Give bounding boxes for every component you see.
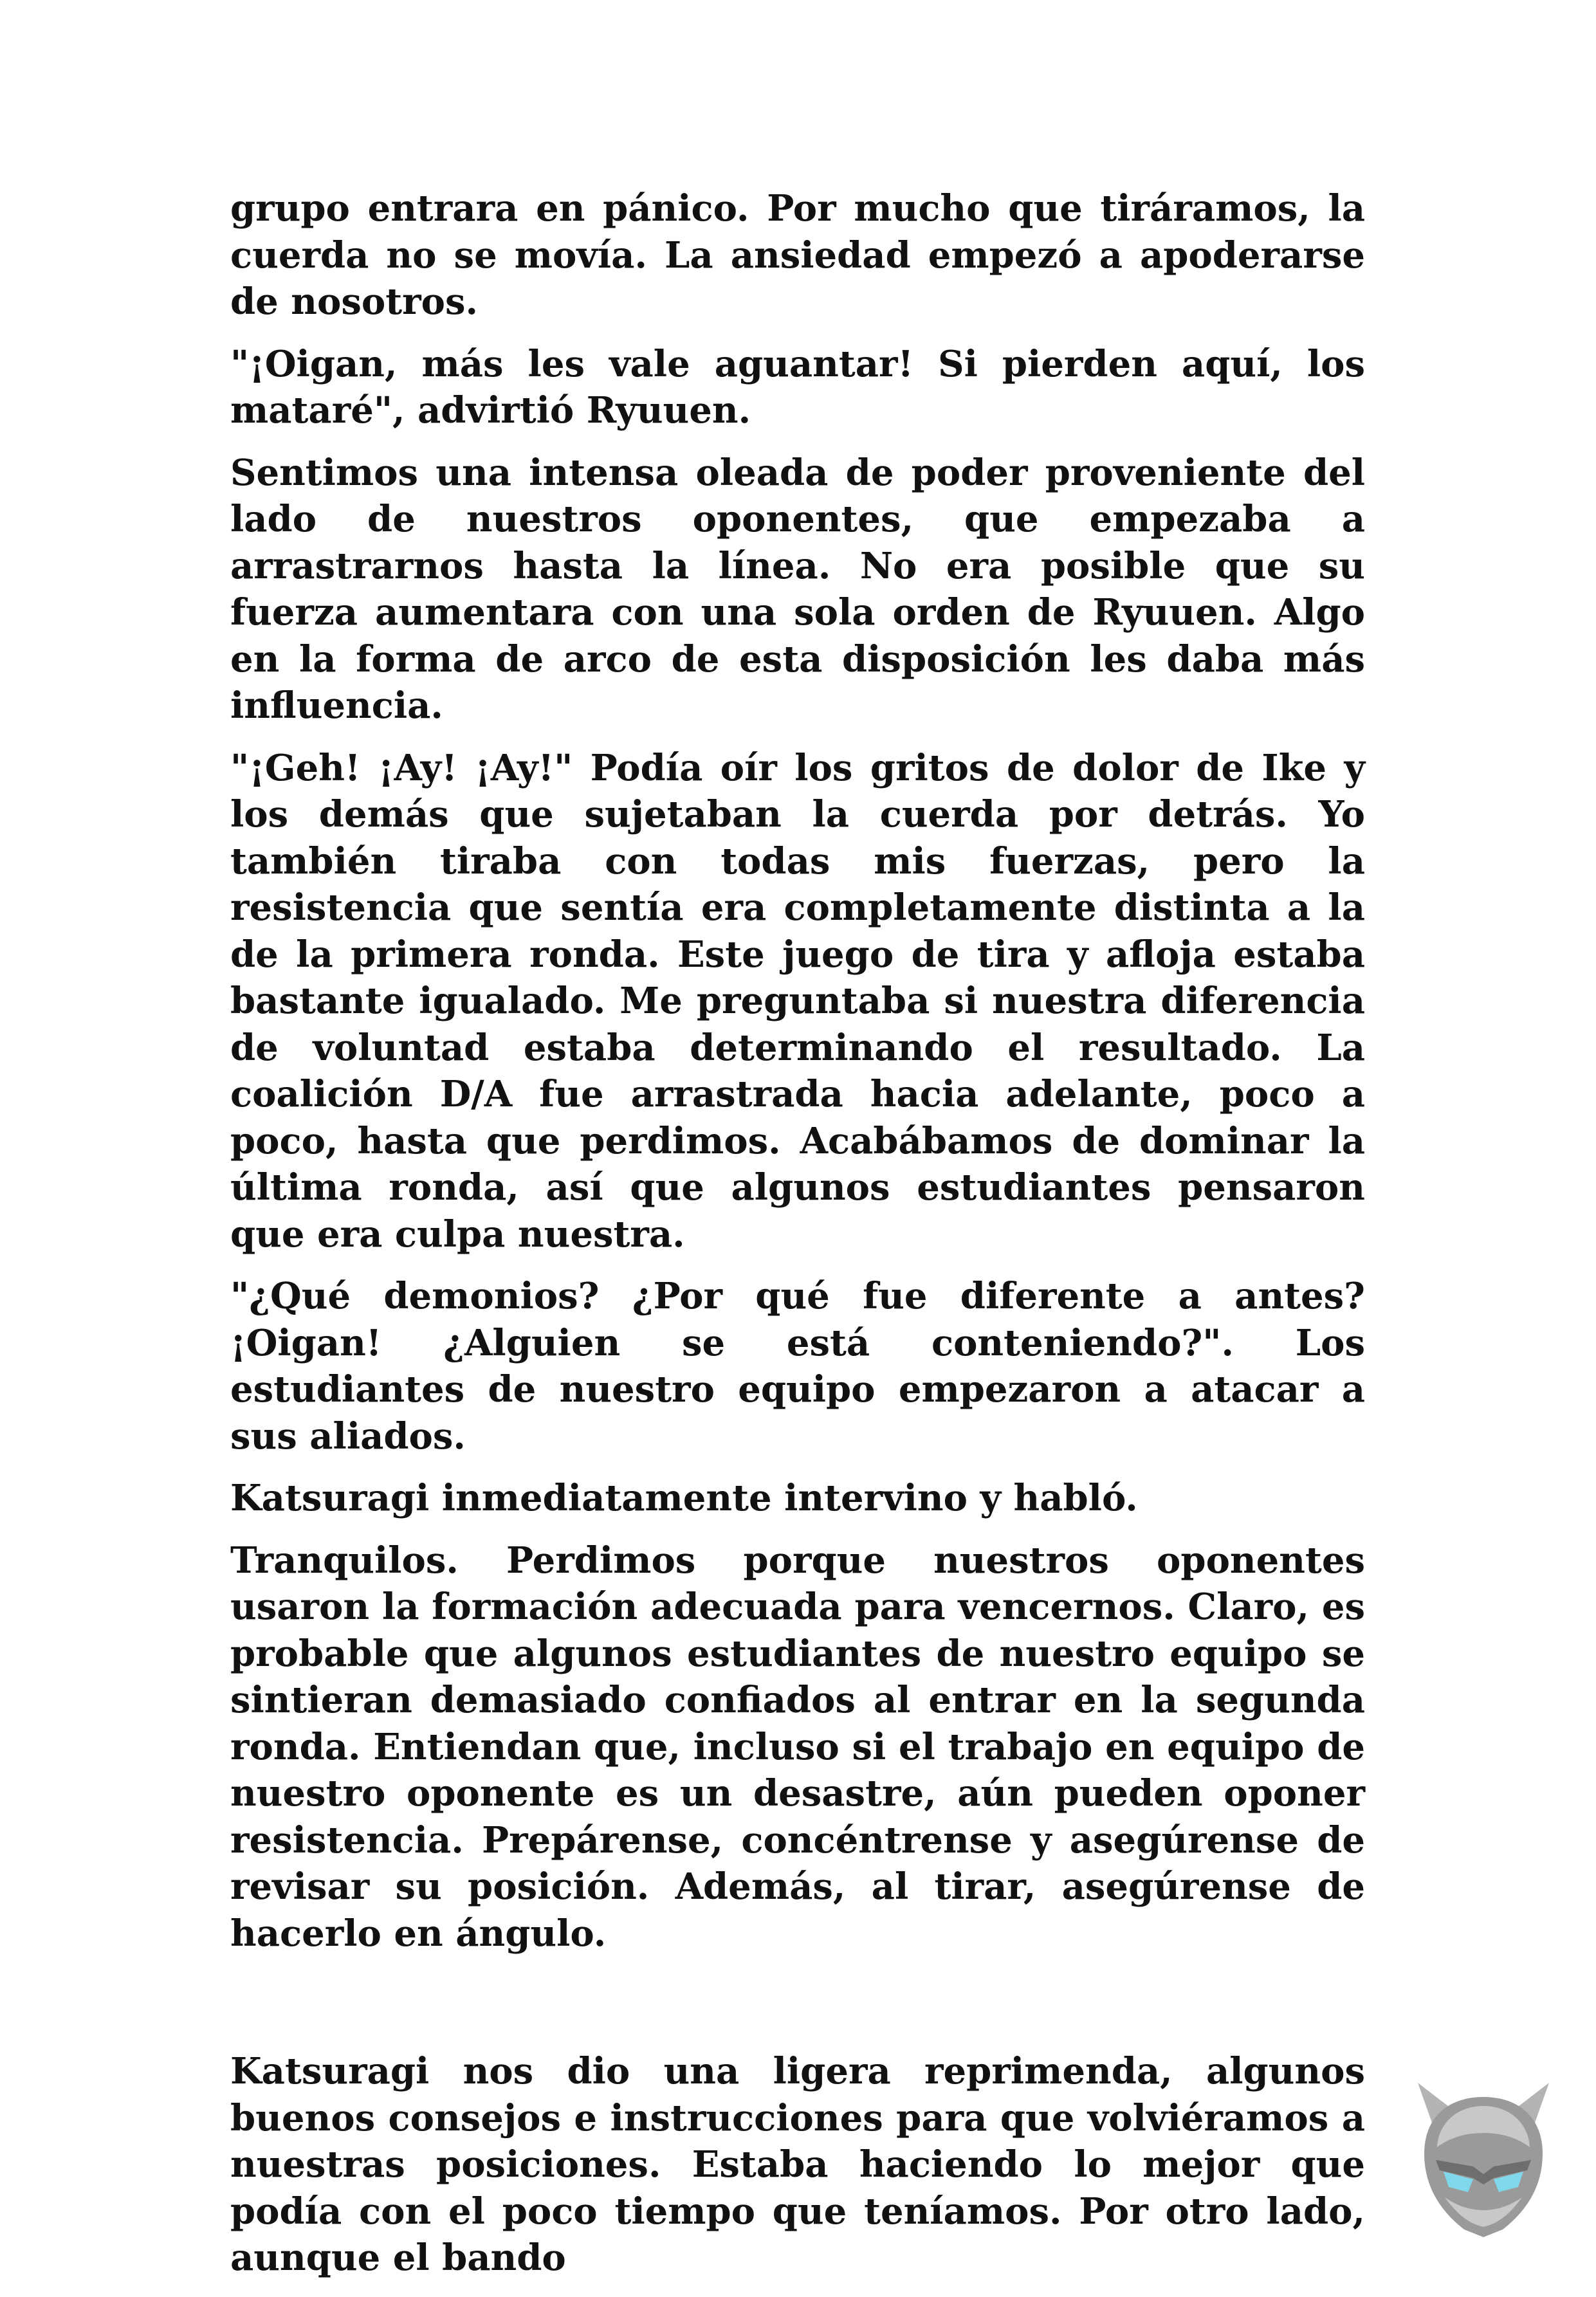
paragraph-8: Katsuragi nos dio una ligera reprimenda, algunos buenos consejos e instrucciones para que volviéramos a nuestras posiciones. Estaba haciendo lo mejor que podía con el poco tiempo que teníamos. Por otro lado, aunque el bando [230, 2050, 1365, 2279]
paragraph-1: grupo entrara en pánico. Por mucho que tiráramos, la cuerda no se movía. La ansiedad empezó a apoderarse de nosotros. [230, 187, 1365, 323]
paragraph-2: "¡Oigan, más les vale aguantar! Si pierden aquí, los mataré", advirtió Ryuuen. [230, 342, 1365, 432]
paragraph-6: Katsuragi inmediatamente intervino y habló. [230, 1477, 1138, 1519]
paragraph-5: "¿Qué demonios? ¿Por qué fue diferente a antes? ¡Oigan! ¿Alguien se está conteniendo?". Los estudiantes de nuestro equipo empezaron a atacar a sus aliados. [230, 1275, 1365, 1458]
demon-head-icon [1406, 2078, 1561, 2238]
paragraph-7: Tranquilos. Perdimos porque nuestros oponentes usaron la formación adecuada para vencernos. Claro, es probable que algunos estudiantes de nuestro equipo se sintieran demasiado confiados al entrar en la segunda ronda. Entiendan que, incluso si el trabajo en equipo de nuestro oponente es un desastre, aún pueden oponer resistencia. Prepárense, concéntrense y asegúrense de revisar su posición. Además, al tirar, asegúrense de hacerlo en ángulo. [230, 1539, 1365, 1955]
body-text [230, 185, 1365, 2297]
paragraph-4: "¡Geh! ¡Ay! ¡Ay!" Podía oír los gritos de dolor de Ike y los demás que sujetaban la cuerda por detrás. Yo también tiraba con todas mis fuerzas, pero la resistencia que sentía era completamente distinta a la de la primera ronda. Este juego de tira y afloja estaba bastante igualado. Me preguntaba si nuestra diferencia de voluntad estaba determinando el resultado. La coalición D/A fue arrastrada hacia adelante, poco a poco, hasta que perdimos. Acabábamos de dominar la última ronda, así que algunos estudiantes pensaron que era culpa nuestra. [230, 746, 1365, 1256]
paragraph-3: Sentimos una intensa oleada de poder proveniente del lado de nuestros oponentes, que empezaba a arrastrarnos hasta la línea. No era posible que su fuerza aumentara con una sola orden de Ryuuen. Algo en la forma de arco de esta disposición les daba más influencia. [230, 451, 1365, 727]
